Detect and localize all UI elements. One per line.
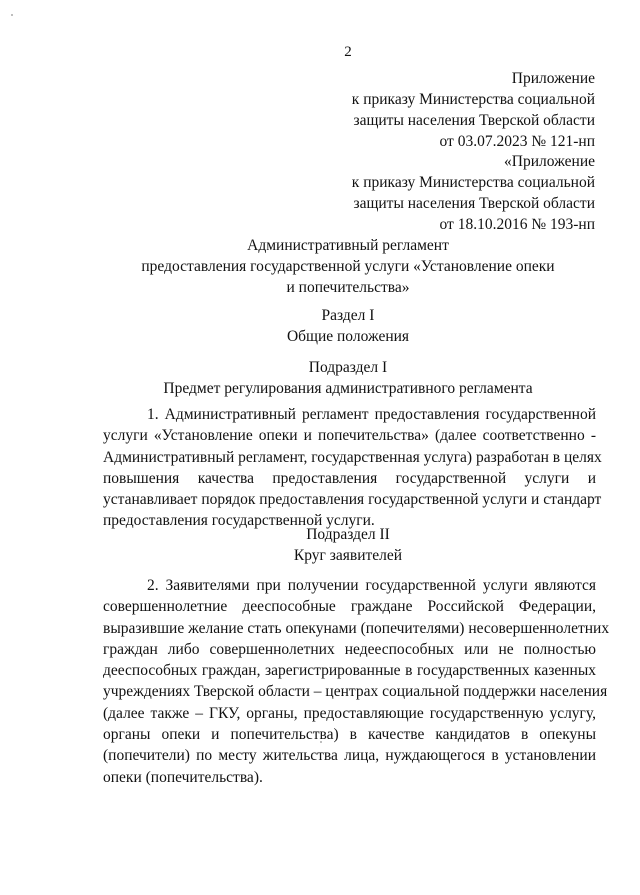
paragraph-line: предоставления государственной услуги. <box>103 512 375 530</box>
scan-mark <box>11 14 13 16</box>
paragraph-line: услуги «Установление опеки и попечительства» (далее соответственно - <box>103 427 596 445</box>
title-line: предоставления государственной услуги «Установление опеки <box>141 258 555 275</box>
paragraph-line: (далее также – ГКУ, органы, предоставляющие государственную услугу, <box>103 704 596 722</box>
annex-line: «Приложение <box>504 153 595 170</box>
annex-line: защиты населения Тверской области <box>353 195 595 212</box>
subsection-label: Подраздел II <box>306 526 390 543</box>
title-line: Административный регламент <box>247 237 449 254</box>
section-title: Общие положения <box>286 328 410 345</box>
paragraph-line: (попечители) по месту жительства лица, нуждающегося в установлении <box>103 747 596 765</box>
paragraph-line: повышения качества предоставления государственной услуги и <box>103 469 596 487</box>
paragraph-line: учреждениях Тверской области – центрах социальной поддержки населения <box>103 683 608 701</box>
annex-line: к приказу Министерства социальной <box>351 91 595 108</box>
annex-line: защиты населения Тверской области <box>353 112 595 129</box>
annex-line: от 03.07.2023 № 121-нп <box>439 133 595 150</box>
document-title <box>0 235 640 298</box>
subsection-heading <box>0 357 640 399</box>
subsection-title: Предмет регулирования административного регламента <box>163 380 533 397</box>
subsection-title: Круг заявителей <box>293 547 403 564</box>
title-line: и попечительства» <box>286 279 410 296</box>
paragraph-line: 1. Административный регламент предоставления государственной <box>147 406 596 423</box>
page-number: 2 <box>344 44 352 60</box>
paragraph-line: органы опеки и попечительства) в качестве кандидатов в опекуны <box>103 726 596 744</box>
paragraph-line: дееспособных граждан, зарегистрированные в государственных казенных <box>103 662 596 680</box>
annex-line: Приложение <box>511 70 595 87</box>
section-heading <box>0 305 640 347</box>
subsection-label: Подраздел I <box>308 359 388 376</box>
subsection-heading <box>0 524 640 566</box>
paragraph-1 <box>103 404 602 532</box>
paragraph-line: совершеннолетние дееспособные граждане Российской Федерации, <box>103 598 596 616</box>
paragraph-line: граждан либо совершеннолетних недееспособных или не полностью <box>103 640 596 658</box>
annex-line: от 18.10.2016 № 193-нп <box>439 216 595 233</box>
annex-original <box>352 151 595 235</box>
paragraph-line: устанавливает порядок предоставления государственной услуги и стандарт <box>103 491 602 509</box>
paragraph-2 <box>103 575 610 788</box>
annex-line: к приказу Министерства социальной <box>351 174 595 191</box>
paragraph-line: Административный регламент, государственная услуга) разработан в целях <box>103 448 602 466</box>
paragraph-line: выразившие желание стать опекунами (попечителями) несовершеннолетних <box>103 619 610 637</box>
annex-current <box>352 68 595 152</box>
section-label: Раздел I <box>321 307 375 324</box>
paragraph-line: 2. Заявителями при получении государственной услуги являются <box>147 577 596 594</box>
paragraph-line: опеки (попечительства). <box>103 768 263 786</box>
